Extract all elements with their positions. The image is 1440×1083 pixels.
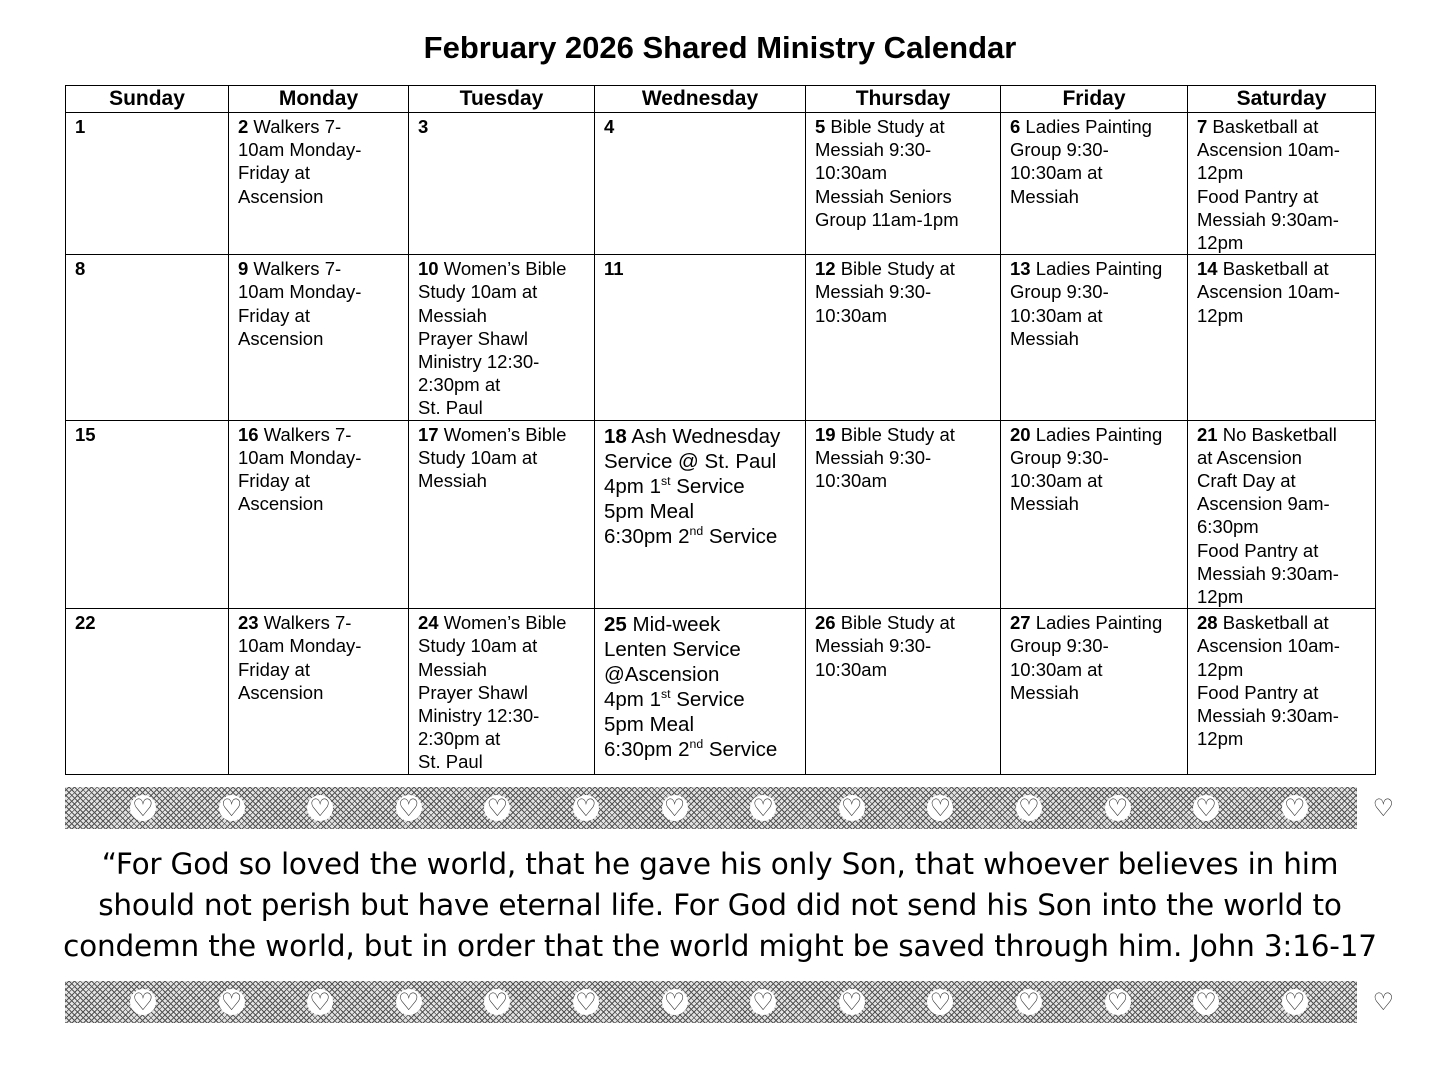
event-text: Walkers 7- (248, 116, 342, 137)
heart-icon: ♡ (1016, 989, 1042, 1015)
heart-icon: ♡ (307, 989, 333, 1015)
day-number: 25 (604, 613, 627, 637)
event-line: Ministry 12:30- (418, 351, 540, 373)
day-number: 15 (75, 423, 96, 445)
event-line (238, 423, 400, 446)
heart-border-top (65, 787, 1395, 829)
day-number: 3 (418, 116, 429, 137)
weekday-header: Tuesday (409, 86, 595, 113)
event-line: Group 9:30- (1010, 281, 1109, 303)
service-text: 5pm Meal (604, 713, 695, 737)
week-row (66, 420, 1376, 609)
service-line (604, 474, 797, 499)
event-line: Prayer Shawl (418, 681, 529, 703)
heart-icon: ♡ (1105, 989, 1131, 1015)
event-text: Ladies Painting (1030, 423, 1163, 445)
day-number: 8 (75, 258, 86, 280)
weekday-header: Sunday (66, 86, 229, 113)
event-line (1010, 115, 1179, 138)
day-number: 5 (815, 116, 826, 137)
event-line: St. Paul (418, 397, 483, 419)
ordinal-suffix: nd (689, 523, 704, 538)
event-line: Food Pantry at (1197, 539, 1319, 561)
ordinal-suffix: nd (689, 737, 704, 752)
day-cell (409, 609, 595, 774)
day-number: 20 (1010, 423, 1031, 445)
event-line (1197, 423, 1367, 446)
day-cell (229, 609, 409, 774)
heart-icon: ♡ (396, 989, 422, 1015)
day-cell (409, 113, 595, 255)
event-line: 12pm (1197, 304, 1244, 326)
day-cell (806, 420, 1001, 609)
ordinal-suffix: st (660, 473, 671, 488)
day-cell (66, 420, 229, 609)
event-line (75, 115, 220, 138)
event-line: 10:30am at (1010, 658, 1103, 680)
event-line (75, 257, 220, 280)
event-line: Messiah (418, 470, 487, 492)
day-number: 13 (1010, 258, 1031, 280)
event-line: Friday at (238, 658, 310, 680)
event-line: 12pm (1197, 232, 1244, 254)
heart-icon: ♡ (219, 989, 245, 1015)
heart-icon: ♡ (1282, 989, 1308, 1015)
day-number: 11 (604, 258, 624, 280)
event-text: Bible Study at (835, 612, 955, 634)
page-title: February 2026 Shared Ministry Calendar (423, 30, 1017, 65)
heart-icon: ♡ (573, 989, 599, 1015)
event-line: Group 11am-1pm (815, 208, 959, 230)
weekday-header-row (66, 86, 1376, 113)
day-number: 17 (418, 423, 439, 445)
event-line (238, 611, 400, 634)
event-line (238, 115, 400, 138)
event-line: Messiah (418, 304, 487, 326)
event-line: Messiah 9:30- (815, 281, 932, 303)
day-cell (66, 609, 229, 774)
event-line: 10:30am (815, 162, 887, 184)
event-line: Messiah (418, 658, 487, 680)
event-line: 2:30pm at (418, 728, 501, 750)
weekday-header: Friday (1001, 86, 1188, 113)
event-line: Messiah 9:30am- (1197, 208, 1339, 230)
heart-icon: ♡ (927, 795, 953, 821)
event-line: 6:30pm (1197, 516, 1259, 538)
event-line: 10:30am (815, 470, 887, 492)
day-cell (1188, 255, 1376, 420)
event-line: 10:30am (815, 304, 887, 326)
day-number: 21 (1197, 423, 1218, 445)
event-text: Basketball at (1207, 116, 1319, 137)
event-text: Ladies Painting (1020, 116, 1152, 137)
event-line: 12pm (1197, 586, 1244, 608)
event-line: Messiah 9:30am- (1197, 562, 1339, 584)
heart-icon: ♡ (1193, 795, 1219, 821)
heart-icon: ♡ (307, 795, 333, 821)
heart-icon: ♡ (484, 989, 510, 1015)
day-number: 6 (1010, 116, 1021, 137)
day-cell (1001, 609, 1188, 774)
day-cell (229, 420, 409, 609)
day-cell (1188, 420, 1376, 609)
event-line: Friday at (238, 304, 310, 326)
event-text: Bible Study at (835, 423, 955, 445)
heart-icon: ♡ (1105, 795, 1131, 821)
event-line: Craft Day at (1197, 470, 1296, 492)
day-number: 10 (418, 258, 439, 280)
event-line: 10am Monday- (238, 446, 362, 468)
verse-line: condemn the world, but in order that the world might be saved through him. John 3:16-17 (63, 929, 1377, 963)
event-line: 12pm (1197, 162, 1244, 184)
heart-icon: ♡ (839, 989, 865, 1015)
event-line: Study 10am at (418, 446, 538, 468)
weekday-header: Wednesday (595, 86, 806, 113)
event-line (815, 257, 992, 280)
service-line (604, 712, 797, 737)
event-text: Women’s Bible (438, 612, 567, 634)
event-line (815, 423, 992, 446)
event-text: Ladies Painting (1030, 258, 1163, 280)
service-text: 4pm 1 (604, 688, 661, 712)
event-line: Ascension (238, 327, 324, 349)
event-line: Friday at (238, 162, 310, 184)
event-line: Ascension (238, 493, 324, 515)
day-cell (595, 113, 806, 255)
service-text: Service (670, 474, 745, 498)
day-number: 12 (815, 258, 836, 280)
week-row (66, 113, 1376, 255)
event-line: 10am Monday- (238, 139, 362, 161)
event-text: Walkers 7- (258, 612, 352, 634)
event-text: Women’s Bible (438, 258, 567, 280)
event-line: at Ascension (1197, 446, 1302, 468)
day-cell (229, 113, 409, 255)
weekday-header: Saturday (1188, 86, 1376, 113)
service-line (604, 737, 797, 762)
event-line (418, 257, 586, 280)
day-cell (1188, 113, 1376, 255)
day-number: 23 (238, 612, 259, 634)
event-line: Group 9:30- (1010, 635, 1109, 657)
week-row (66, 255, 1376, 420)
event-line (604, 424, 797, 449)
event-line: Food Pantry at (1197, 681, 1319, 703)
day-cell (595, 420, 806, 609)
service-text: 6:30pm 2 (604, 738, 690, 762)
event-line: St. Paul (418, 751, 483, 773)
event-line: 10:30am at (1010, 470, 1103, 492)
event-text: Women’s Bible (438, 423, 567, 445)
day-number: 7 (1197, 116, 1208, 137)
event-line: Messiah 9:30- (815, 139, 932, 161)
heart-icon: ♡ (1193, 989, 1219, 1015)
day-cell (595, 255, 806, 420)
service-text: 6:30pm 2 (604, 524, 690, 548)
event-line: Ascension 10am- (1197, 139, 1340, 161)
event-line: @Ascension (604, 663, 720, 687)
event-line (1010, 257, 1179, 280)
event-line (75, 611, 220, 634)
day-number: 18 (604, 424, 627, 448)
event-text: Walkers 7- (248, 258, 342, 280)
day-cell (1001, 113, 1188, 255)
event-line: 12pm (1197, 728, 1244, 750)
heart-icon: ♡ (573, 795, 599, 821)
event-line (75, 423, 220, 446)
verse-line: “For God so loved the world, that he gave his only Son, that whoever believes in him (101, 847, 1339, 881)
day-cell (1188, 609, 1376, 774)
bible-verse (0, 844, 1440, 967)
event-text: Ladies Painting (1030, 612, 1163, 634)
service-text: 5pm Meal (604, 499, 695, 523)
event-line (1010, 423, 1179, 446)
heart-icon: ♡ (662, 795, 688, 821)
event-line (418, 115, 586, 138)
event-line (1197, 611, 1367, 634)
event-line (1197, 257, 1367, 280)
day-cell (229, 255, 409, 420)
event-text: Bible Study at (825, 116, 945, 137)
day-cell (409, 255, 595, 420)
heart-icon: ♡ (219, 795, 245, 821)
event-line: 10am Monday- (238, 635, 362, 657)
event-text: Mid-week (626, 613, 721, 637)
day-number: 24 (418, 612, 439, 634)
event-line: Group 9:30- (1010, 446, 1109, 468)
heart-icon: ♡ (662, 989, 688, 1015)
heart-icon: ♡ (130, 795, 156, 821)
heart-icon: ♡ (484, 795, 510, 821)
heart-icon: ♡ (1282, 795, 1308, 821)
event-text: Walkers 7- (258, 423, 352, 445)
heart-icon: ♡ (396, 795, 422, 821)
day-cell (1001, 255, 1188, 420)
event-line: Messiah (1010, 185, 1079, 207)
event-line (815, 115, 992, 138)
calendar-table (65, 85, 1376, 775)
day-number: 9 (238, 258, 249, 280)
event-line: Messiah 9:30am- (1197, 705, 1339, 727)
event-text: Ash Wednesday (626, 424, 781, 448)
event-line: Friday at (238, 470, 310, 492)
heart-icon: ♡ (839, 795, 865, 821)
event-line: Food Pantry at (1197, 185, 1319, 207)
day-cell (66, 255, 229, 420)
verse-line: should not perish but have eternal life. For God did not send his Son into the world to (98, 888, 1342, 922)
event-line: Service @ St. Paul (604, 449, 777, 473)
weekday-header: Monday (229, 86, 409, 113)
day-number: 1 (75, 116, 86, 137)
event-line (418, 611, 586, 634)
calendar-body (66, 113, 1376, 775)
event-line: 10:30am at (1010, 162, 1103, 184)
heart-icon: ♡ (1016, 795, 1042, 821)
event-line: Study 10am at (418, 281, 538, 303)
event-line (418, 423, 586, 446)
event-line: 10am Monday- (238, 281, 362, 303)
event-line (238, 257, 400, 280)
day-number: 4 (604, 116, 615, 137)
heart-icon: ♡ (130, 989, 156, 1015)
day-number: 22 (75, 612, 96, 634)
event-line: Messiah 9:30- (815, 635, 932, 657)
service-line (604, 687, 797, 712)
event-line: Study 10am at (418, 635, 538, 657)
service-text: Service (703, 738, 778, 762)
day-number: 28 (1197, 612, 1218, 634)
heart-icon: ♡ (927, 989, 953, 1015)
day-cell (806, 609, 1001, 774)
day-cell (1001, 420, 1188, 609)
service-text: Service (703, 524, 778, 548)
day-cell (595, 609, 806, 774)
event-line: Ascension (238, 185, 324, 207)
event-line (1010, 611, 1179, 634)
event-line: Ascension 10am- (1197, 281, 1340, 303)
day-number: 27 (1010, 612, 1031, 634)
event-line: 2:30pm at (418, 374, 501, 396)
event-line (815, 611, 992, 634)
event-line (604, 612, 797, 637)
event-line (604, 257, 797, 280)
event-line (604, 115, 797, 138)
ordinal-suffix: st (660, 687, 671, 702)
event-line: Lenten Service (604, 638, 741, 662)
event-line: Messiah (1010, 681, 1079, 703)
heart-border-bottom (65, 981, 1395, 1023)
event-line: Messiah (1010, 327, 1079, 349)
day-number: 26 (815, 612, 836, 634)
event-line: Group 9:30- (1010, 139, 1109, 161)
event-line: Ascension (238, 681, 324, 703)
event-line: Ascension 9am- (1197, 493, 1330, 515)
event-text: Basketball at (1217, 612, 1329, 634)
heart-icon: ♡ (750, 795, 776, 821)
event-line: 12pm (1197, 658, 1244, 680)
day-cell (66, 113, 229, 255)
heart-icon: ♡ (1370, 795, 1396, 821)
event-line: Ascension 10am- (1197, 635, 1340, 657)
event-line: Ministry 12:30- (418, 705, 540, 727)
event-line: Messiah 9:30- (815, 446, 932, 468)
heart-icon: ♡ (750, 989, 776, 1015)
event-text: Basketball at (1217, 258, 1329, 280)
week-row (66, 609, 1376, 774)
day-number: 14 (1197, 258, 1218, 280)
day-cell (409, 420, 595, 609)
service-line (604, 524, 797, 549)
service-text: 4pm 1 (604, 474, 661, 498)
day-number: 19 (815, 423, 836, 445)
weekday-header: Thursday (806, 86, 1001, 113)
event-line: Messiah (1010, 493, 1079, 515)
day-cell (806, 113, 1001, 255)
day-number: 16 (238, 423, 259, 445)
event-text: No Basketball (1217, 423, 1337, 445)
event-line: Prayer Shawl (418, 327, 529, 349)
service-text: Service (670, 688, 745, 712)
day-cell (806, 255, 1001, 420)
service-line (604, 499, 797, 524)
heart-icon: ♡ (1370, 989, 1396, 1015)
day-number: 2 (238, 116, 249, 137)
event-line: 10:30am at (1010, 304, 1103, 326)
event-line (1197, 115, 1367, 138)
event-line: Messiah Seniors (815, 185, 952, 207)
event-line: 10:30am (815, 658, 887, 680)
event-text: Bible Study at (835, 258, 955, 280)
